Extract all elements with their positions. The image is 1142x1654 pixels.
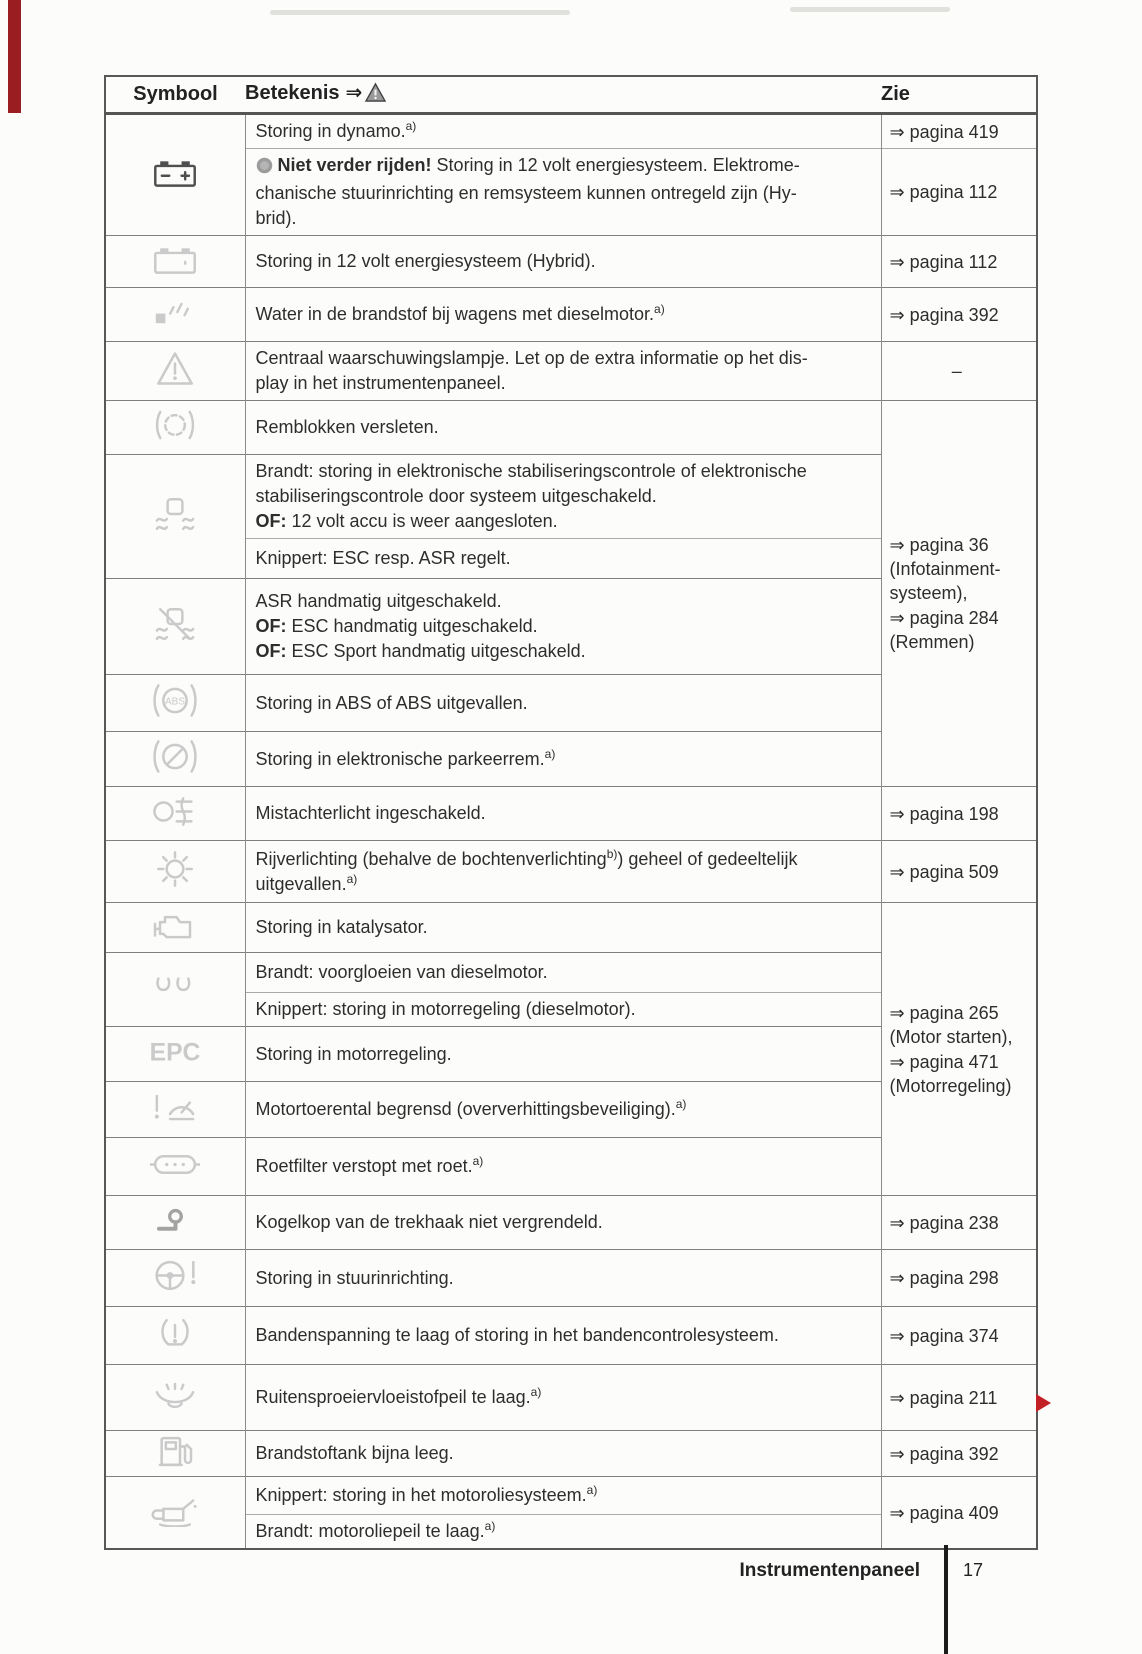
meaning-line (256, 119, 875, 144)
see-reference-cell (881, 1477, 1037, 1550)
see-column-header: Zie (881, 76, 1037, 114)
symbol-column-header: Symbool (105, 76, 245, 114)
meaning-cell (245, 1365, 881, 1431)
meaning-line (256, 1266, 875, 1291)
page-reference: ⇒ pagina 112 (889, 251, 998, 272)
symbol-cell (105, 579, 245, 675)
table-row (105, 149, 1037, 236)
see-reference-cell (881, 401, 1037, 787)
symbol-cell (105, 342, 245, 401)
page-reference: ⇒ pagina 112 (889, 182, 998, 202)
symbol-cell (105, 288, 245, 342)
meaning-line (256, 302, 875, 327)
footnote-reference: a) (675, 1097, 687, 1111)
table-row (105, 114, 1037, 149)
footnote-reference: a) (586, 1483, 598, 1497)
meaning-cell (245, 455, 881, 539)
meaning-cell (245, 1027, 881, 1082)
symbol-cell (105, 1138, 245, 1196)
meaning-cell (245, 1082, 881, 1138)
symbol-cell (105, 1196, 245, 1250)
scan-artifact (790, 7, 950, 12)
meaning-text: ESC Sport handmatig uitgeschakeld. (286, 641, 586, 661)
meaning-cell (245, 1515, 881, 1550)
meaning-cell (245, 539, 881, 579)
meaning-text: Storing in 12 volt energiesysteem. Elektrome- (431, 155, 800, 175)
see-reference-cell (881, 342, 1037, 401)
meaning-line (256, 346, 875, 371)
table-row (105, 236, 1037, 288)
meaning-text: Centraal waarschuwingslampje. Let op de extra informatie op het dis- (255, 348, 808, 368)
meaning-line (256, 206, 875, 231)
meaning-line (256, 415, 875, 440)
page-reference: ⇒ pagina 392 (889, 304, 999, 325)
table-row (105, 1307, 1037, 1365)
meaning-text: Water in de brandstof bij wagens met dieselmotor. (255, 304, 655, 324)
page-reference: ⇒ pagina 265 (Motor starten), (889, 1002, 1013, 1047)
meaning-text: Niet verder rijden! (277, 155, 432, 175)
meaning-cell (245, 1196, 881, 1250)
meaning-cell (245, 401, 881, 455)
meaning-line (256, 484, 875, 509)
page-reference: ⇒ pagina 509 (889, 861, 999, 882)
footnote-reference: b) (606, 846, 618, 861)
symbol-cell (105, 1082, 245, 1138)
battery-icon (152, 176, 198, 193)
page-reference: ⇒ pagina 419 (889, 121, 999, 142)
meaning-text: play in het instrumentenpaneel. (255, 373, 506, 393)
meaning-line (256, 872, 875, 897)
meaning-line (256, 847, 875, 872)
symbol-cell (105, 1431, 245, 1477)
meaning-line (256, 614, 875, 639)
see-reference-cell (881, 149, 1037, 236)
meaning-line (256, 1042, 875, 1067)
see-reference-cell (881, 841, 1037, 903)
rear-fog-light-icon (152, 815, 198, 832)
meaning-text: 12 volt accu is weer aangesloten. (286, 511, 558, 531)
meaning-text: Brandt: storing in elektronische stabiliseringscontrole of elektronische (255, 461, 807, 481)
battery-faint-icon (152, 263, 198, 280)
page-reference: ⇒ pagina 298 (889, 1268, 999, 1288)
meaning-line (256, 747, 875, 772)
symbol-cell (105, 732, 245, 787)
engine-icon (150, 931, 200, 948)
meaning-line (256, 249, 875, 274)
footer-section-label: Instrumentenpaneel (739, 1560, 920, 1581)
symbol-cell (105, 953, 245, 1027)
symbol-cell (105, 675, 245, 732)
see-reference-cell (881, 114, 1037, 149)
symbol-cell (105, 401, 245, 455)
footnote-reference: a) (484, 1519, 496, 1533)
svg-text:EPC: EPC (149, 1039, 201, 1067)
meaning-line (256, 1154, 875, 1179)
symbol-cell (105, 1307, 245, 1365)
table-row (105, 1431, 1037, 1477)
see-reference-cell (881, 1250, 1037, 1307)
meaning-line (256, 546, 875, 571)
see-reference-cell (881, 1196, 1037, 1250)
see-reference-cell (881, 903, 1037, 1196)
meaning-line (256, 153, 875, 181)
meaning-line (256, 1323, 875, 1348)
meaning-text: ) geheel of gedeeltelijk (617, 848, 798, 869)
particulate-filter-icon (150, 1168, 200, 1185)
meaning-text: Mistachterlicht ingeschakeld. (255, 803, 486, 823)
footnote-reference: a) (544, 746, 556, 761)
table-header-row (105, 76, 1037, 114)
meaning-line (256, 639, 875, 664)
meaning-cell (245, 1477, 881, 1515)
page-footer (0, 1560, 1142, 1590)
see-reference-cell (881, 236, 1037, 288)
meaning-cell (245, 1250, 881, 1307)
page-reference: ⇒ pagina 471 (Motorregeling) (889, 1051, 1012, 1096)
washer-fluid-icon (152, 1399, 198, 1416)
meaning-text: Storing in elektronische parkeerrem. (255, 748, 545, 769)
meaning-text: OF: (255, 616, 287, 636)
table-row (105, 1196, 1037, 1250)
meaning-line (256, 371, 875, 396)
meaning-line (256, 691, 875, 716)
meaning-text: Rijverlichting (behalve de bochtenverlichting (255, 848, 607, 869)
meaning-line (256, 1385, 875, 1410)
meaning-cell (245, 953, 881, 993)
meaning-cell (245, 288, 881, 342)
symbol-cell (105, 1027, 245, 1082)
abs-icon (150, 696, 200, 723)
meaning-text: Bandenspanning te laag of storing in het bandencontrolesysteem. (255, 1325, 779, 1345)
meaning-cell (245, 675, 881, 732)
meaning-cell (245, 579, 881, 675)
meaning-text: Storing in ABS of ABS uitgevallen. (255, 692, 528, 713)
meaning-cell (245, 993, 881, 1027)
warning-symbols-table (104, 75, 1038, 1550)
water-in-fuel-icon (151, 315, 199, 332)
meaning-text: Storing in motorregeling. (255, 1043, 452, 1064)
light-fault-icon (155, 876, 195, 893)
footnote-reference: a) (346, 871, 358, 886)
meaning-line (256, 509, 875, 534)
table-row (105, 1365, 1037, 1431)
footer-page-number: 17 (963, 1560, 984, 1580)
footnote-reference: a) (654, 302, 665, 316)
page-reference: ⇒ pagina 238 (889, 1212, 999, 1233)
meaning-text: Remblokken versleten. (255, 417, 439, 437)
meaning-line (256, 459, 875, 484)
stop-circle-icon (256, 156, 273, 181)
warning-triangle-icon (155, 374, 195, 391)
see-reference-cell (881, 1431, 1037, 1477)
meaning-text: Storing in 12 volt energiesysteem (Hybrid). (255, 251, 596, 271)
meaning-text: uitgevallen. (255, 873, 347, 894)
meaning-text: Storing in katalysator. (255, 917, 428, 937)
meaning-line (256, 997, 875, 1022)
meaning-text: OF: (255, 511, 287, 531)
meaning-text: Knippert: ESC resp. ASR regelt. (255, 548, 511, 568)
meaning-line (256, 181, 875, 206)
table-row (105, 903, 1037, 953)
meaning-text: Storing in stuurinrichting. (255, 1267, 454, 1288)
meaning-text: Knippert: storing in motorregeling (dieselmotor). (255, 999, 636, 1019)
footnote-reference: a) (530, 1385, 542, 1399)
red-margin-mark (8, 0, 21, 113)
meaning-line (256, 1483, 875, 1508)
meaning-text: brid). (255, 208, 297, 228)
page-reference: ⇒ pagina 284 (Remmen) (889, 608, 999, 652)
symbol-cell (105, 787, 245, 841)
page-reference: ⇒ pagina 198 (889, 803, 999, 824)
reference-arrow: ⇒ (345, 82, 363, 104)
meaning-column-header: Betekenis ⇒ (245, 76, 881, 114)
towbar-icon (154, 1226, 197, 1243)
meaning-cell (245, 114, 881, 149)
meaning-line (256, 1519, 875, 1544)
table-row (105, 1250, 1037, 1307)
meaning-cell (245, 903, 881, 953)
continuation-arrow-icon (1036, 1394, 1051, 1412)
page-reference: ⇒ pagina 392 (889, 1443, 999, 1464)
meaning-text: Storing in dynamo. (255, 121, 406, 141)
rpm-limit-icon (150, 1111, 200, 1128)
steering-fault-icon (150, 1281, 200, 1298)
meaning-text: ESC handmatig uitgeschakeld. (286, 616, 538, 636)
symbol-cell (105, 114, 245, 236)
meaning-line (256, 1097, 875, 1122)
page-reference: ⇒ pagina 374 (889, 1325, 999, 1346)
meaning-line (256, 589, 875, 614)
meaning-text: OF: (255, 641, 287, 661)
see-reference-cell (881, 787, 1037, 841)
page-reference: ⇒ pagina 409 (889, 1502, 999, 1523)
meaning-cell (245, 342, 881, 401)
esc-icon (152, 521, 198, 538)
see-reference-cell (881, 288, 1037, 342)
table-row (105, 1477, 1037, 1515)
meaning-text: Motortoerental begrensd (oververhittingsbeveiliging). (255, 1099, 676, 1119)
see-reference-cell (881, 1365, 1037, 1431)
meaning-text: ASR handmatig uitgeschakeld. (255, 591, 502, 611)
meaning-text: Kogelkop van de trekhaak niet vergrendeld. (255, 1212, 603, 1232)
meaning-line (256, 915, 875, 940)
meaning-text: Brandt: motoroliepeil te laag. (255, 1521, 485, 1541)
meaning-text: Roetfilter verstopt met roet. (255, 1156, 473, 1176)
symbol-cell (105, 903, 245, 953)
page-reference: ⇒ pagina 36 (Infotainment-systeem), (889, 535, 1001, 603)
meaning-line (256, 1441, 875, 1466)
epc-icon (147, 1039, 203, 1074)
asr-off-icon (152, 631, 198, 648)
table-row (105, 288, 1037, 342)
meaning-text: stabiliseringscontrole door systeem uitgeschakeld. (255, 486, 657, 506)
brake-pads-icon (152, 430, 198, 447)
meaning-text: Brandt: voorgloeien van dieselmotor. (255, 962, 548, 982)
symbol-cell (105, 1477, 245, 1550)
page-reference: ⇒ pagina 211 (889, 1387, 998, 1408)
meaning-cell (245, 1138, 881, 1196)
meaning-line (256, 1210, 875, 1235)
meaning-cell (245, 1307, 881, 1365)
table-row (105, 841, 1037, 903)
meaning-cell (245, 236, 881, 288)
footer-divider (944, 1545, 948, 1654)
table-row (105, 787, 1037, 841)
symbol-cell (105, 455, 245, 579)
oil-can-icon (150, 1514, 200, 1531)
symbol-cell (105, 236, 245, 288)
meaning-line (256, 960, 875, 985)
symbol-cell (105, 841, 245, 903)
table-row (105, 401, 1037, 455)
meaning-text: Ruitensproeiervloeistofpeil te laag. (255, 1387, 531, 1407)
meaning-line (256, 801, 875, 826)
meaning-text: Knippert: storing in het motoroliesysteem. (255, 1485, 587, 1505)
fuel-pump-icon (155, 1457, 195, 1474)
table-row (105, 342, 1037, 401)
meaning-cell (245, 841, 881, 903)
meaning-cell (245, 732, 881, 787)
symbol-cell (105, 1250, 245, 1307)
page-reference: – (951, 361, 962, 381)
meaning-text: Brandstoftank bijna leeg. (255, 1443, 454, 1463)
footnote-reference: a) (405, 119, 417, 133)
meaning-cell (245, 149, 881, 236)
footnote-reference: a) (472, 1154, 484, 1168)
glow-plug-icon (150, 989, 200, 1006)
see-reference-cell (881, 1307, 1037, 1365)
warning-triangle-icon (364, 86, 387, 108)
meaning-cell (245, 1431, 881, 1477)
symbol-cell (105, 1365, 245, 1431)
parking-brake-fault-icon (150, 762, 200, 779)
tire-pressure-icon (155, 1339, 195, 1356)
meaning-cell (245, 787, 881, 841)
svg-text:ABS: ABS (165, 696, 186, 708)
scan-artifact (270, 10, 570, 15)
meaning-text: chanische stuurinrichting en remsysteem kunnen ontregeld zijn (Hy- (255, 183, 797, 203)
